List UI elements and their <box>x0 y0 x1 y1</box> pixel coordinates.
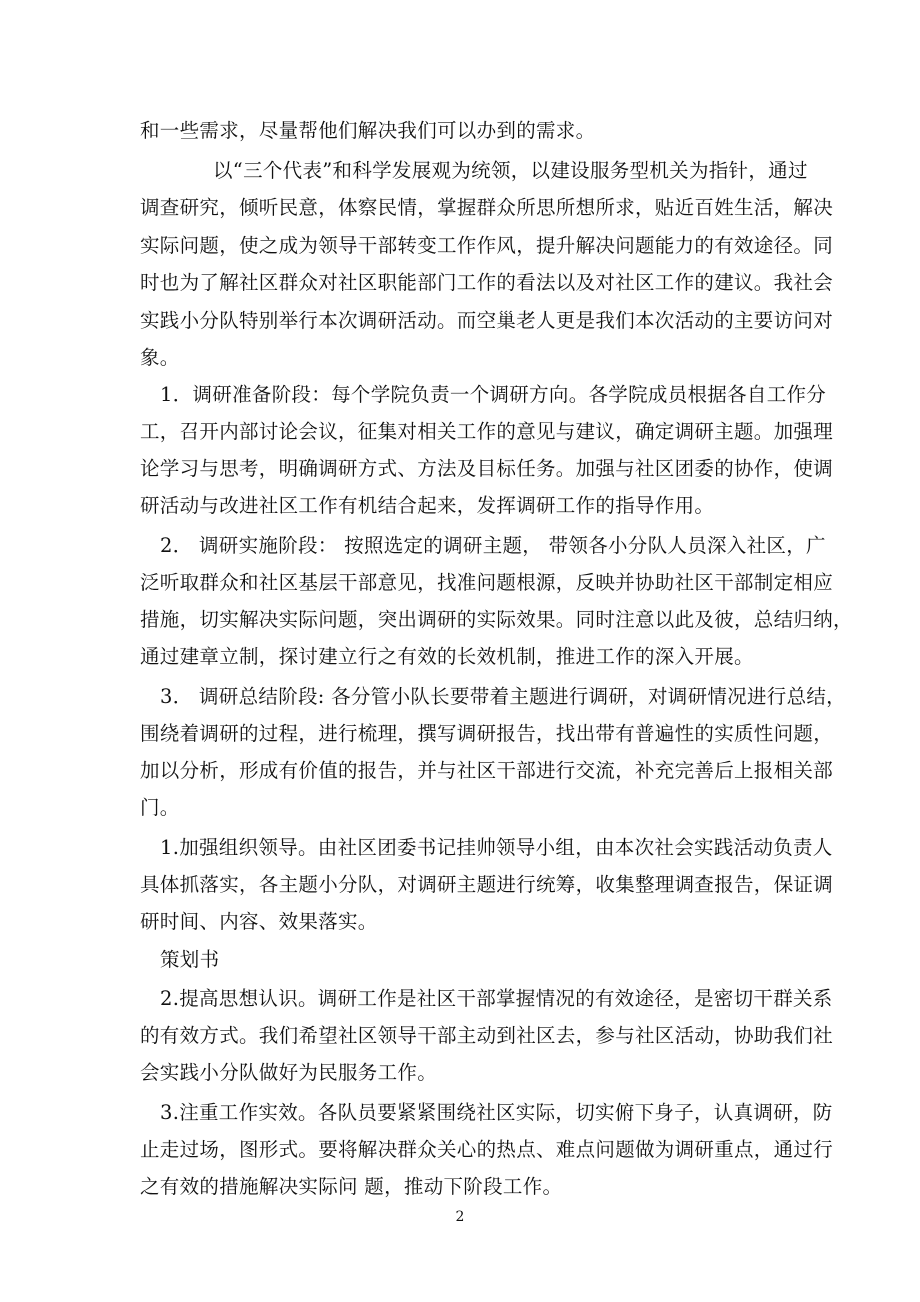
text-line: 2． 调研实施阶段： 按照选定的调研主题， 带领各小分队人员深入社区，广 <box>160 534 826 557</box>
text-line: 的有效方式。我们希望社区领导干部主动到社区去，参与社区活动，协助我们社 <box>140 1024 834 1047</box>
text-line: 时也为了解社区群众对社区职能部门工作的看法以及对社区工作的建议。我社会 <box>140 271 834 294</box>
text-line: 门。 <box>140 796 180 819</box>
text-line: 实际问题，使之成为领导干部转变工作作风，提升解决问题能力的有效途径。同 <box>140 234 834 257</box>
heading-line: 策划书 <box>160 948 220 971</box>
text-line: 论学习与思考，明确调研方式、方法及目标任务。加强与社区团委的协作，使调 <box>140 457 834 480</box>
text-line: 3． 调研总结阶段: 各分管小队长要带着主题进行调研，对调研情况进行总结， <box>160 685 846 708</box>
text-line: 措施，切实解决实际问题，突出调研的实际效果。同时注意以此及彼，总结归纳， <box>140 608 853 631</box>
text-line: 象。 <box>140 346 180 369</box>
text-line: 围绕着调研的过程，进行梳理，撰写调研报告，找出带有普遍性的实质性问题， <box>140 722 834 745</box>
text-line: 调查研究，倾听民意，体察民情，掌握群众所思所想所求，贴近百姓生活，解决 <box>140 196 834 219</box>
text-line: 3.注重工作实效。各队员要紧紧围绕社区实际，切实俯下身子，认真调研，防 <box>160 1101 833 1124</box>
text-line: 具体抓落实，各主题小分队，对调研主题进行统筹，收集整理调查报告，保证调 <box>140 873 834 896</box>
text-line: 1．调研准备阶段：每个学院负责一个调研方向。各学院成员根据各自工作分 <box>160 383 827 406</box>
text-line: 1.加强组织领导。由社区团委书记挂帅领导小组，由本次社会实践活动负责人 <box>160 836 833 859</box>
text-line: 会实践小分队做好为民服务工作。 <box>140 1061 438 1084</box>
text-line: 通过建章立制，探讨建立行之有效的长效机制，推进工作的深入开展。 <box>140 645 754 668</box>
text-line: 以“三个代表”和科学发展观为统领，以建设服务型机关为指针，通过 <box>213 159 808 182</box>
text-line: 研时间、内容、效果落实。 <box>140 910 378 933</box>
page-number: 2 <box>455 1209 465 1225</box>
text-line: 和一些需求，尽量帮他们解决我们可以办到的需求。 <box>140 119 596 142</box>
text-line: 泛听取群众和社区基层干部意见，找准问题根源，反映并协助社区干部制定相应 <box>140 571 834 594</box>
text-line: 实践小分队特别举行本次调研活动。而空巢老人更是我们本次活动的主要访问对 <box>140 309 834 332</box>
text-line: 研活动与改进社区工作有机结合起来，发挥调研工作的指导作用。 <box>140 494 715 517</box>
text-line: 之有效的措施解决实际问 题，推动下阶段工作。 <box>140 1175 563 1198</box>
text-line: 加以分析，形成有价值的报告，并与社区干部进行交流，补充完善后上报相关部 <box>140 759 834 782</box>
text-line: 工，召开内部讨论会议，征集对相关工作的意见与建议，确定调研主题。加强理 <box>140 420 834 443</box>
text-line: 2.提高思想认识。调研工作是社区干部掌握情况的有效途径，是密切干群关系 <box>160 987 833 1010</box>
text-line: 止走过场，图形式。要将解决群众关心的热点、难点问题做为调研重点，通过行 <box>140 1138 834 1161</box>
